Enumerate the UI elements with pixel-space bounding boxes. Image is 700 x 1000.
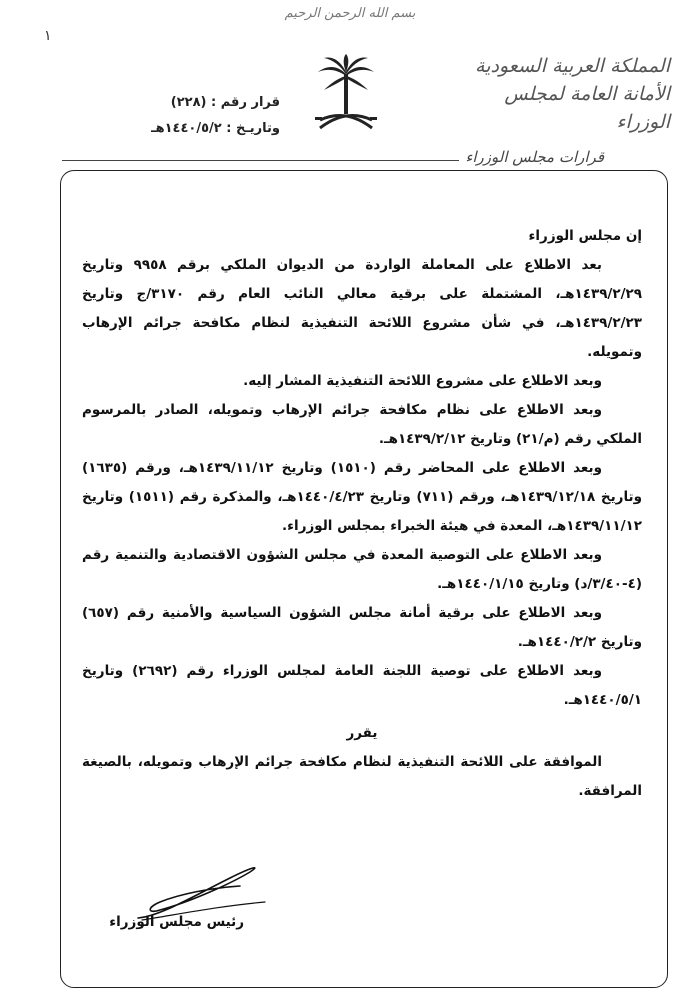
opening-line: إن مجلس الوزراء: [528, 228, 642, 244]
paragraph-1: بعد الاطلاع على المعاملة الواردة من الديوان الملكي برقم ٩٩٥٨ وتاريخ ١٤٣٩/٢/٢٩هـ، المشتملة على برقية معالي النائب العام رقم ٣١٧٠/ج وتاريخ ١٤٣٩/٢/٢٣هـ، في شأن مشروع اللائحة التنفيذية لنظام مكافحة جرائم الإرهاب وتمويله.: [82, 257, 643, 360]
bismillah-heading: بسم الله الرحمن الرحيم: [284, 6, 416, 21]
paragraph-7: وبعد الاطلاع على توصية اللجنة العامة لمجلس الوزراء رقم (٢٦٩٢) وتاريخ ١٤٤٠/٥/١هـ.: [82, 663, 642, 708]
series-label: قرارات مجلس الوزراء: [459, 148, 610, 166]
document-body: [82, 222, 642, 806]
paragraph-6: وبعد الاطلاع على برقية أمانة مجلس الشؤون السياسية والأمنية رقم (٦٥٧) وتاريخ ١٤٤٠/٢/٢هـ.: [82, 605, 642, 650]
decision-number: قرار رقم : (٢٢٨): [170, 95, 280, 110]
paragraph-4: وبعد الاطلاع على المحاضر رقم (١٥١٠) وتاريخ ١٤٣٩/١١/١٢هـ، ورقم (١٦٣٥) وتاريخ ١٤٣٩/١٢/١٨هـ، ورقم (٧١١) وتاريخ ١٤٤٠/٤/٢٣هـ، والمذكرة رقم (١٥١١) وتاريخ ١٤٣٩/١١/١٢هـ، المعدة في هيئة الخبراء بمجلس الوزراء.: [82, 460, 642, 534]
paragraph-5: وبعد الاطلاع على التوصية المعدة في مجلس الشؤون الاقتصادية والتنمية رقم (٤-٣/٤٠/د) وتاريخ ١٤٤٠/١/١٥هـ.: [82, 547, 642, 592]
kingdom-letterhead: [455, 52, 670, 136]
paragraph-2: وبعد الاطلاع على مشروع اللائحة التنفيذية المشار إليه.: [243, 373, 602, 389]
palm-swords-emblem-icon: [312, 54, 380, 136]
decision-info: [140, 90, 280, 142]
paragraph-3: وبعد الاطلاع على نظام مكافحة جرائم الإرهاب وتمويله، الصادر بالمرسوم الملكي رقم (م/٢١) وتاريخ ١٤٣٩/٢/١٢هـ.: [82, 402, 642, 447]
decides-heading: يقرر: [346, 725, 378, 741]
header-divider: [62, 160, 490, 161]
signatory-title: رئيس مجلس الوزراء: [109, 914, 244, 930]
kingdom-name: المملكة العربية السعودية: [475, 55, 670, 77]
decision-text: الموافقة على اللائحة التنفيذية لنظام مكافحة جرائم الإرهاب وتمويله، بالصيغة المرافقة.: [82, 754, 642, 799]
secretariat-name: الأمانة العامة لمجلس الوزراء: [504, 83, 670, 133]
decision-date: وتاريـخ : ١٤٤٠/٥/٢هـ: [151, 121, 280, 136]
page-number: ١: [44, 28, 52, 44]
